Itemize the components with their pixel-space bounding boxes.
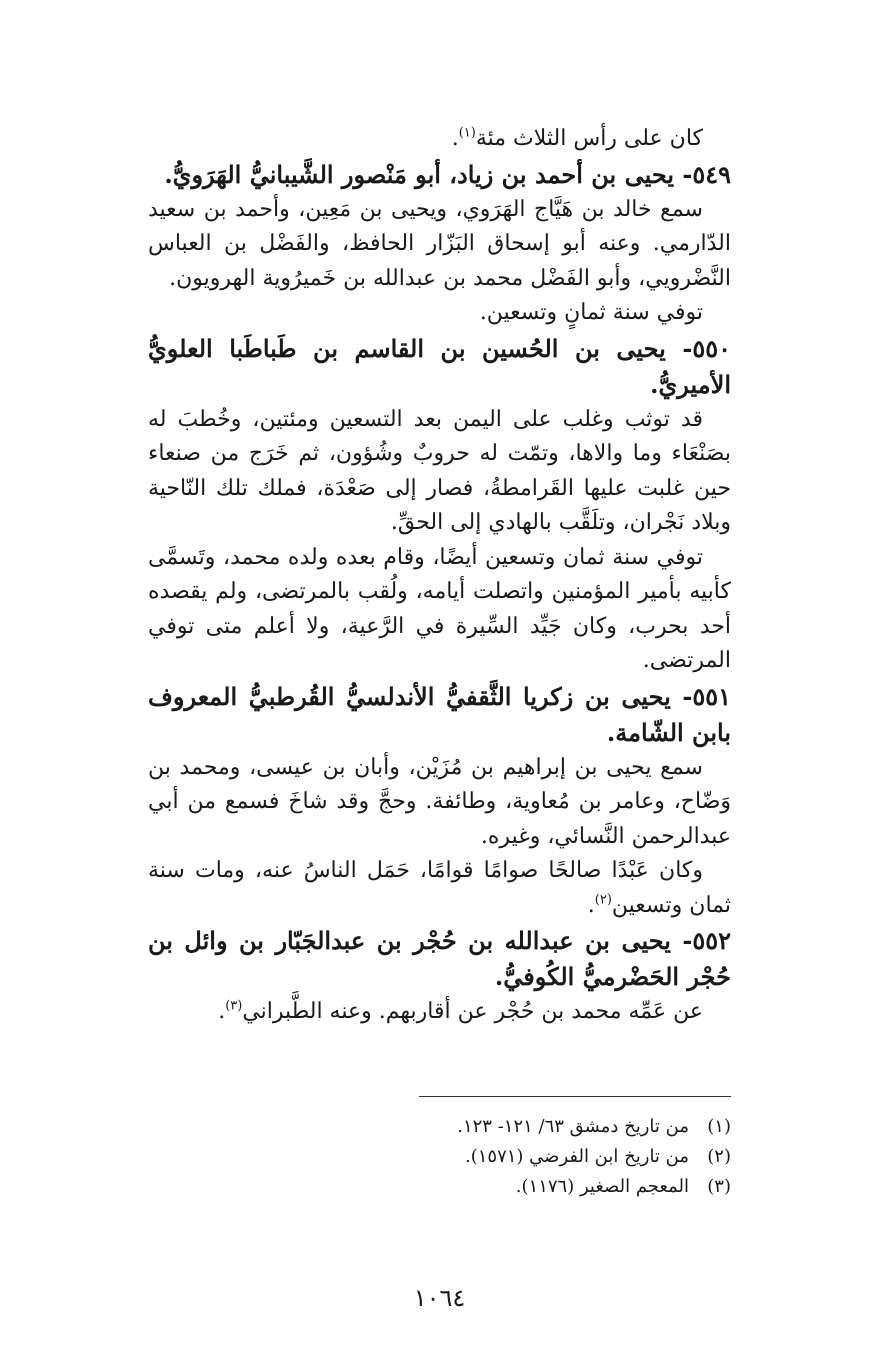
footnote-ref: (٢) xyxy=(594,892,612,908)
footnote-item xyxy=(148,1142,731,1172)
footnote-ref: (١) xyxy=(458,125,476,141)
footnotes xyxy=(148,1112,731,1202)
continuation-line: كان على رأس الثلاث مئة$^{(١)}$. xyxy=(451,125,703,151)
footnote-text: من تاريخ ابن الفرضي (١٥٧١). xyxy=(464,1146,689,1167)
footnote-number: (١) xyxy=(707,1116,731,1137)
entry-549-title: ٥٤٩- يحيى بن أحمد بن زياد، أبو مَنْصور الشَّيبانيُّ الهَرَويُّ. xyxy=(164,159,731,189)
footnote-text: المعجم الصغير (١١٧٦). xyxy=(515,1176,689,1197)
entry-551-death: وكان عَبْدًا صالحًا صوامًا قوامًا، حَمَل الناسُ عنه، ومات سنة ثمان وتسعين$^{(٢)}$. xyxy=(148,858,731,918)
entry-551-paragraph: سمع يحيى بن إبراهيم بن مُزَيْن، وأبان بن عيسى، ومحمد بن وَضّاح، وعامر بن مُعاوية، وطائفة. وحجَّ وقد شاخَ فسمع من أبي عبدالرحمن النَّسائي، وغيره. xyxy=(148,754,731,849)
footnote-ref: (٣) xyxy=(225,998,243,1014)
footnote-item xyxy=(148,1112,731,1142)
entry-552-title: ٥٥٢- يحيى بن عبدالله بن حُجْر بن عبدالجَبّار بن وائل بن حُجْر الحَضْرميُّ الكُوفيُّ. xyxy=(148,926,731,991)
page-number: ١٠٦٤ xyxy=(413,1284,466,1312)
footnote-separator xyxy=(419,1096,731,1097)
entry-552-paragraph: عن عَمِّه محمد بن حُجْر عن أقاربهم. وعنه الطَّبراني$^{(٣)}$. xyxy=(218,998,703,1024)
entry-550-paragraph: قد توثب وغلب على اليمن بعد التسعين ومئتين، وخُطبَ له بصَنْعَاء وما والاها، وتمّت له حروبٌ وشُؤون، ثم خَرَج من صنعاء حين غلبت عليها القَرامطةُ، فصار إلى صَعْدَة، فملك تلك النّاحية وبلاد نَجْران، وتلَقَّب بالهادي إلى الحقِّ. xyxy=(148,406,731,535)
footnote-number: (٢) xyxy=(707,1146,731,1167)
footnote-text: من تاريخ دمشق ٦٣/ ١٢١- ١٢٣. xyxy=(457,1116,689,1137)
entry-549-paragraph: سمع خالد بن هَيَّاج الهَرَوي، ويحيى بن مَعِين، وأحمد بن سعيد الدّارمي. وعنه أبو إسحاق البَزّار الحافظ، والفَضْل بن العباس النَّضْرويي، وأبو الفَضْل محمد بن عبدالله بن خَميرُوية الهرويون. xyxy=(148,196,731,291)
entry-550-title: ٥٥٠- يحيى بن الحُسين بن القاسم بن طَباطَبا العلويُّ الأميريُّ. xyxy=(148,333,731,399)
footnote-item xyxy=(148,1172,731,1202)
entry-550-death: توفي سنة ثمان وتسعين أيضًا، وقام بعده ولده محمد، وتَسمَّى كأبيه بأمير المؤمنين واتصلت أيامه، ولُقب بالمرتضى، ولم يقصده أحد بحرب، وكان جَيِّد السِّيرة في الرَّعية، ولا أعلم متى توفي المرتضى. xyxy=(148,544,731,673)
entry-549-death: توفي سنة ثمانٍ وتسعين. xyxy=(479,300,703,325)
main-text xyxy=(148,122,731,1030)
entry-551-title: ٥٥١- يحيى بن زكريا الثَّقفيُّ الأندلسيُّ القُرطبيُّ المعروف بابن الشّامة. xyxy=(148,681,731,747)
footnote-number: (٣) xyxy=(707,1176,731,1197)
